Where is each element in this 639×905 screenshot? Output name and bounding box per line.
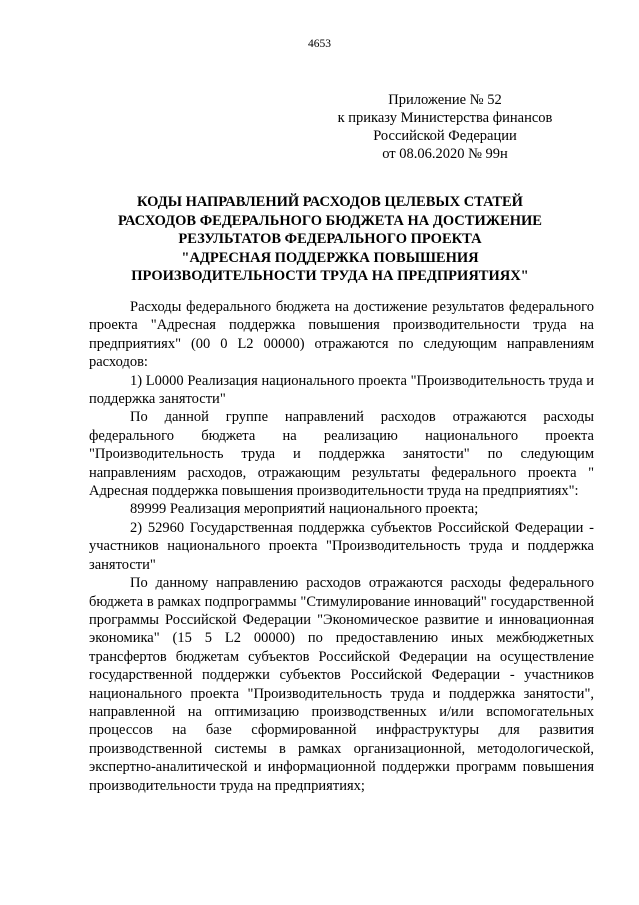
paragraph: По данному направлению расходов отражаются расходы федерального бюджета в рамках подпрограммы "Стимулирование инноваций" государственной программы Российской Федерации "Экономическое развитие и инновационная экономика" (15 5 L2 00000) по предоставлению иных межбюджетных трансфертов бюджетам субъектов Российской Федерации на осуществление государственной поддержки субъектов Российской Федерации - участников национального проекта "Производительность труда и поддержка занятости", направленной на оптимизацию производственных и/или вспомогательных процессов на базе сформированной инфраструктуры для развития производственной системы в рамках организационной, методологической, экспертно-аналитической и информационной поддержки программ повышения производительности труда на предприятиях; (89, 575, 594, 794)
paragraph: 89999 Реализация мероприятий национального проекта; (130, 501, 479, 518)
appendix-line: Приложение № 52 (388, 92, 502, 108)
paragraph: 2) 52960 Государственная поддержка субъектов Российской Федерации - участников национального проекта "Производительность труда и поддержка занятости" (89, 519, 594, 573)
paragraph: По данной группе направлений расходов отражаются расходы федерального бюджета на реализацию национального проекта "Производительность труда и поддержка занятости" по следующим направлениям расходов, отражающим результаты федерального проекта " Адресная поддержка повышения производительности труда на предприятиях": (89, 409, 594, 500)
appendix-line: Российской Федерации (373, 128, 517, 144)
paragraph: Расходы федерального бюджета на достижение результатов федерального проекта "Адресная поддержка повышения производительности труда на предприятиях" (00 0 L2 00000) отражаются по следующим направлениям расходов: (89, 299, 594, 371)
title-line: КОДЫ НАПРАВЛЕНИЙ РАСХОДОВ ЦЕЛЕВЫХ СТАТЕЙ (137, 194, 523, 210)
title-line: "АДРЕСНАЯ ПОДДЕРЖКА ПОВЫШЕНИЯ (181, 249, 479, 266)
title-line: РЕЗУЛЬТАТОВ ФЕДЕРАЛЬНОГО ПРОЕКТА (178, 231, 482, 247)
appendix-line: от 08.06.2020 № 99н (382, 146, 508, 162)
page-number: 4653 (308, 38, 331, 50)
appendix-line: к приказу Министерства финансов (337, 110, 553, 126)
appendix-header (305, 91, 585, 163)
paragraph: 1) L0000 Реализация национального проекта "Производительность труда и поддержка занятости" (89, 372, 594, 408)
title-line: РАСХОДОВ ФЕДЕРАЛЬНОГО БЮДЖЕТА НА ДОСТИЖЕНИЕ (118, 212, 542, 229)
title-line: ПРОИЗВОДИТЕЛЬНОСТИ ТРУДА НА ПРЕДПРИЯТИЯХ" (131, 268, 529, 284)
document-body (89, 298, 594, 795)
document-title (70, 193, 590, 286)
